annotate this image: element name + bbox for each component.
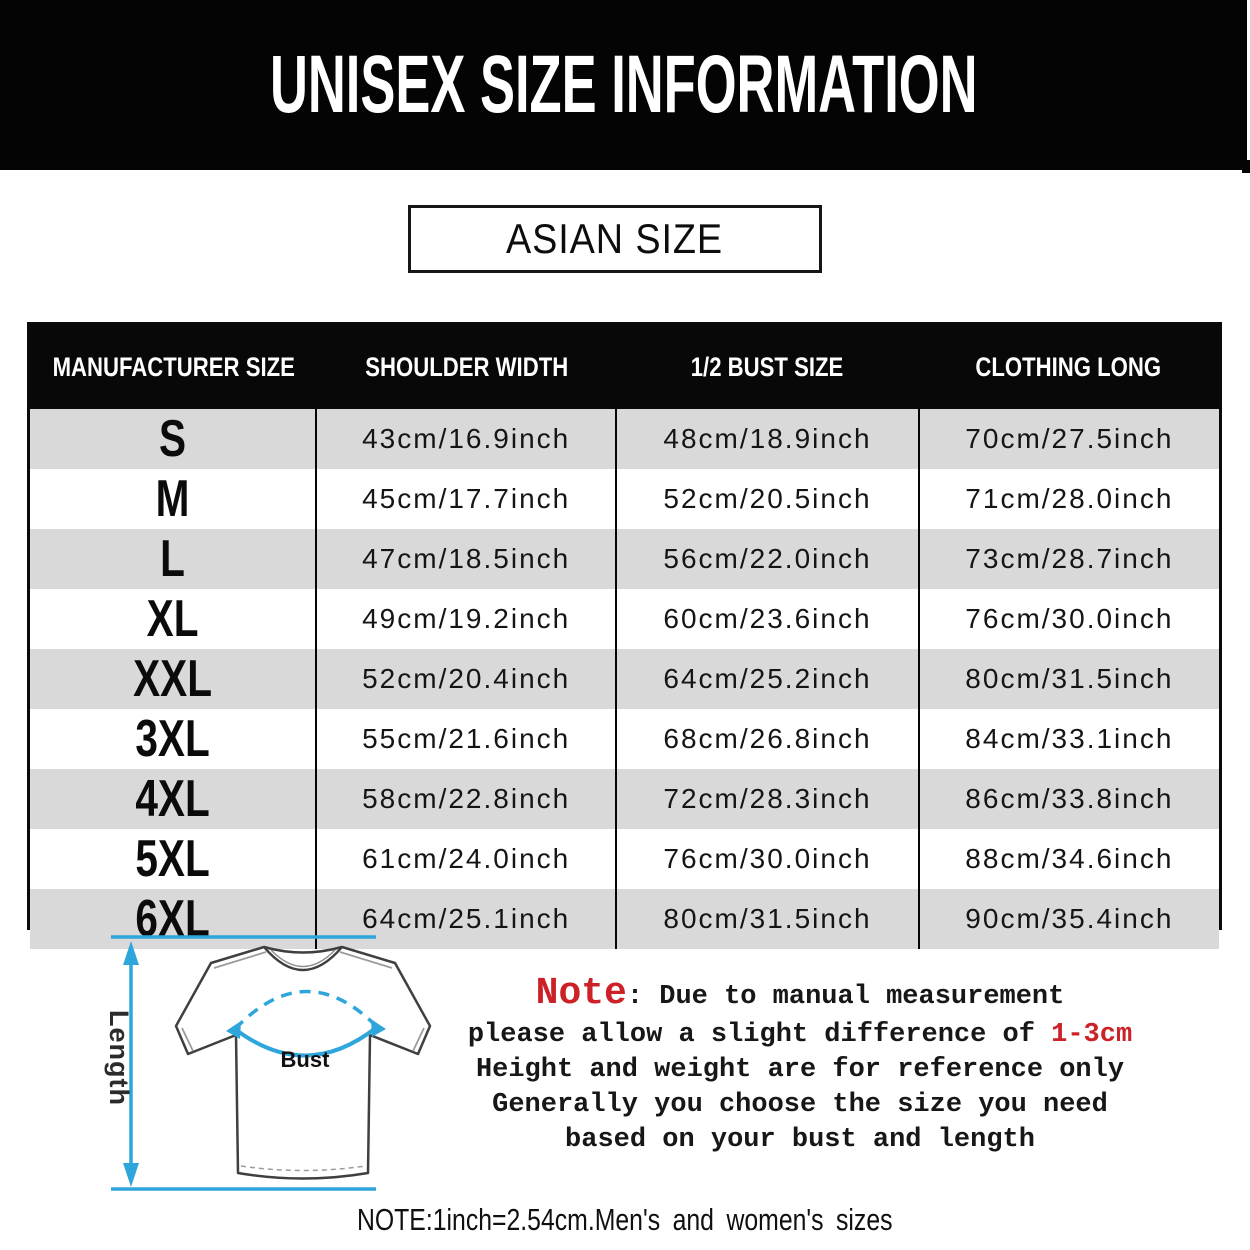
table-row-xl xyxy=(30,589,1219,649)
cell-length: 84cm/33.1inch xyxy=(918,709,1219,769)
cell-bust: 60cm/23.6inch xyxy=(615,589,917,649)
cell-shoulder: 61cm/24.0inch xyxy=(315,829,615,889)
table-row-m xyxy=(30,469,1219,529)
table-row-xxl xyxy=(30,649,1219,709)
header-clothing-long: CLOTHING LONG xyxy=(975,351,1162,382)
cell-size: 5XL xyxy=(135,830,210,888)
cell-bust: 80cm/31.5inch xyxy=(615,889,917,949)
cell-bust: 68cm/26.8inch xyxy=(615,709,917,769)
cell-size: 4XL xyxy=(135,770,210,828)
cell-length: 73cm/28.7inch xyxy=(918,529,1219,589)
length-label: Length xyxy=(104,1010,134,1106)
note-line-5: based on your bust and length xyxy=(565,1125,1035,1155)
cell-bust: 48cm/18.9inch xyxy=(615,409,917,469)
table-row-l xyxy=(30,529,1219,589)
cell-shoulder: 45cm/17.7inch xyxy=(315,469,615,529)
cell-length: 80cm/31.5inch xyxy=(918,649,1219,709)
table-row-s xyxy=(30,409,1219,469)
bust-label: Bust xyxy=(280,1047,330,1072)
note-line-2: please allow a slight difference of 1-3cm xyxy=(467,1020,1133,1050)
table-row-5xl xyxy=(30,829,1219,889)
cell-bust: 72cm/28.3inch xyxy=(615,769,917,829)
cell-size: XL xyxy=(146,590,199,648)
cell-size: S xyxy=(159,410,187,468)
size-table xyxy=(27,322,1222,948)
cell-shoulder: 64cm/25.1inch xyxy=(315,889,615,949)
table-row-4xl xyxy=(30,769,1219,829)
cell-length: 86cm/33.8inch xyxy=(918,769,1219,829)
asian-size-label: ASIAN SIZE xyxy=(506,215,724,262)
cell-size: XXL xyxy=(133,650,212,708)
cell-size: 6XL xyxy=(135,890,210,948)
cell-bust: 52cm/20.5inch xyxy=(615,469,917,529)
cell-bust: 56cm/22.0inch xyxy=(615,529,917,589)
cell-shoulder: 52cm/20.4inch xyxy=(315,649,615,709)
cell-bust: 64cm/25.2inch xyxy=(615,649,917,709)
cell-shoulder: 58cm/22.8inch xyxy=(315,769,615,829)
table-header-row xyxy=(30,325,1219,409)
measurement-note xyxy=(415,973,1185,1158)
cell-length: 90cm/35.4inch xyxy=(918,889,1219,949)
tolerance-highlight: 1-3cm xyxy=(1051,1020,1133,1050)
header-shoulder-width: SHOULDER WIDTH xyxy=(364,351,568,382)
title-banner xyxy=(0,0,1247,170)
cell-length: 88cm/34.6inch xyxy=(918,829,1219,889)
note-line-3: Height and weight are for reference only xyxy=(475,1055,1125,1085)
cell-bust: 76cm/30.0inch xyxy=(615,829,917,889)
cell-shoulder: 49cm/19.2inch xyxy=(315,589,615,649)
cell-length: 71cm/28.0inch xyxy=(918,469,1219,529)
cell-size: L xyxy=(160,530,185,588)
cell-shoulder: 43cm/16.9inch xyxy=(315,409,615,469)
note-line-1: Note: Due to manual measurement xyxy=(535,972,1065,1015)
note-heading: Note xyxy=(535,972,627,1015)
cell-length: 76cm/30.0inch xyxy=(918,589,1219,649)
cell-shoulder: 47cm/18.5inch xyxy=(315,529,615,589)
page-title: UNISEX SIZE INFORMATION xyxy=(269,39,978,130)
header-bust-size: 1/2 BUST SIZE xyxy=(690,351,844,382)
banner-notch-decoration xyxy=(1242,160,1250,173)
cell-size: M xyxy=(155,470,190,528)
table-row-3xl xyxy=(30,709,1219,769)
cell-shoulder: 55cm/21.6inch xyxy=(315,709,615,769)
asian-size-box xyxy=(408,205,822,273)
cell-length: 70cm/27.5inch xyxy=(918,409,1219,469)
cell-size: 3XL xyxy=(135,710,210,768)
header-manufacturer-size: MANUFACTURER SIZE xyxy=(52,351,295,382)
note-line-4: Generally you choose the size you need xyxy=(492,1090,1108,1120)
conversion-note: NOTE:1inch=2.54cm.Men's and women's sizes xyxy=(357,1202,893,1237)
